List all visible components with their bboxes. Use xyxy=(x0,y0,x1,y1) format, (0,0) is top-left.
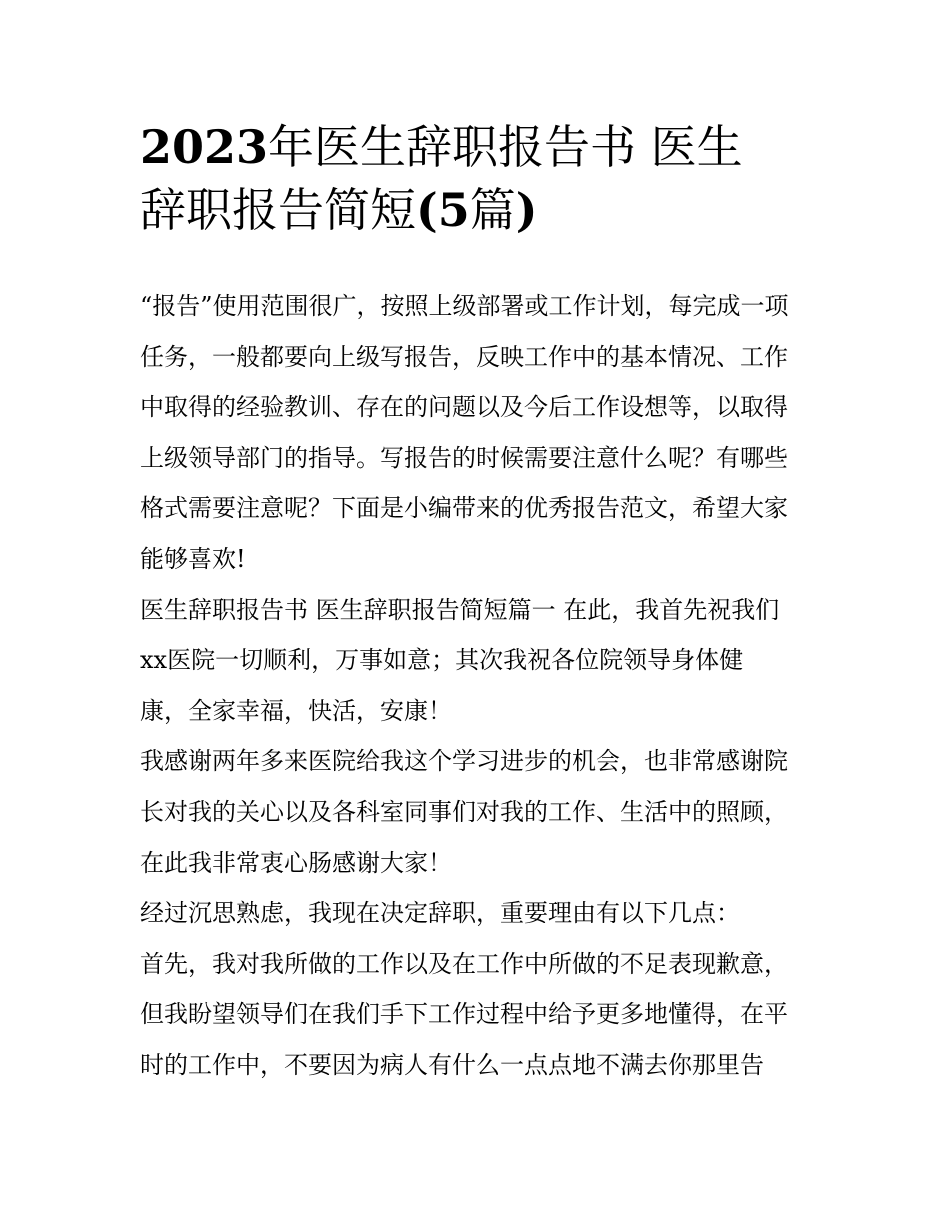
body-line: 中取得的经验教训、存在的问题以及今后工作设想等，以取得 xyxy=(140,393,788,422)
body-line: 但我盼望领导们在我们手下工作过程中给予更多地懂得，在平 xyxy=(140,1000,788,1029)
body-line: 首先，我对我所做的工作以及在工作中所做的不足表现歉意， xyxy=(140,949,788,978)
body-line: 任务，一般都要向上级写报告，反映工作中的基本情况、工作 xyxy=(140,342,788,371)
body-line: 格式需要注意呢？下面是小编带来的优秀报告范文，希望大家 xyxy=(140,494,788,523)
body-line: 在此我非常衷心肠感谢大家！ xyxy=(140,848,452,877)
title-line-2: 辞职报告简短(5篇) xyxy=(140,183,538,237)
body-line: 时的工作中，不要因为病人有什么一点点地不满去你那里告 xyxy=(140,1050,764,1079)
body-line: “报告”使用范围很广，按照上级部署或工作计划，每完成一项 xyxy=(140,292,789,320)
body-line: 长对我的关心以及各科室同事们对我的工作、生活中的照顾， xyxy=(140,797,788,826)
body-line: 我感谢两年多来医院给我这个学习进步的机会，也非常感谢院 xyxy=(140,747,788,776)
document-body xyxy=(140,281,816,1091)
body-line: 上级领导部门的指导。写报告的时候需要注意什么呢？有哪些 xyxy=(140,443,788,472)
body-line: 经过沉思熟虑，我现在决定辞职，重要理由有以下几点： xyxy=(140,899,740,928)
document-title xyxy=(140,116,820,242)
body-line: 医生辞职报告书 医生辞职报告简短篇一 在此，我首先祝我们 xyxy=(140,595,780,624)
body-line: 康，全家幸福，快活，安康！ xyxy=(140,696,452,725)
title-line-1: 2023年医生辞职报告书 医生 xyxy=(140,120,743,174)
body-line: xx医院一切顺利，万事如意；其次我祝各位院领导身体健 xyxy=(140,646,744,675)
body-line: 能够喜欢! xyxy=(140,544,246,573)
